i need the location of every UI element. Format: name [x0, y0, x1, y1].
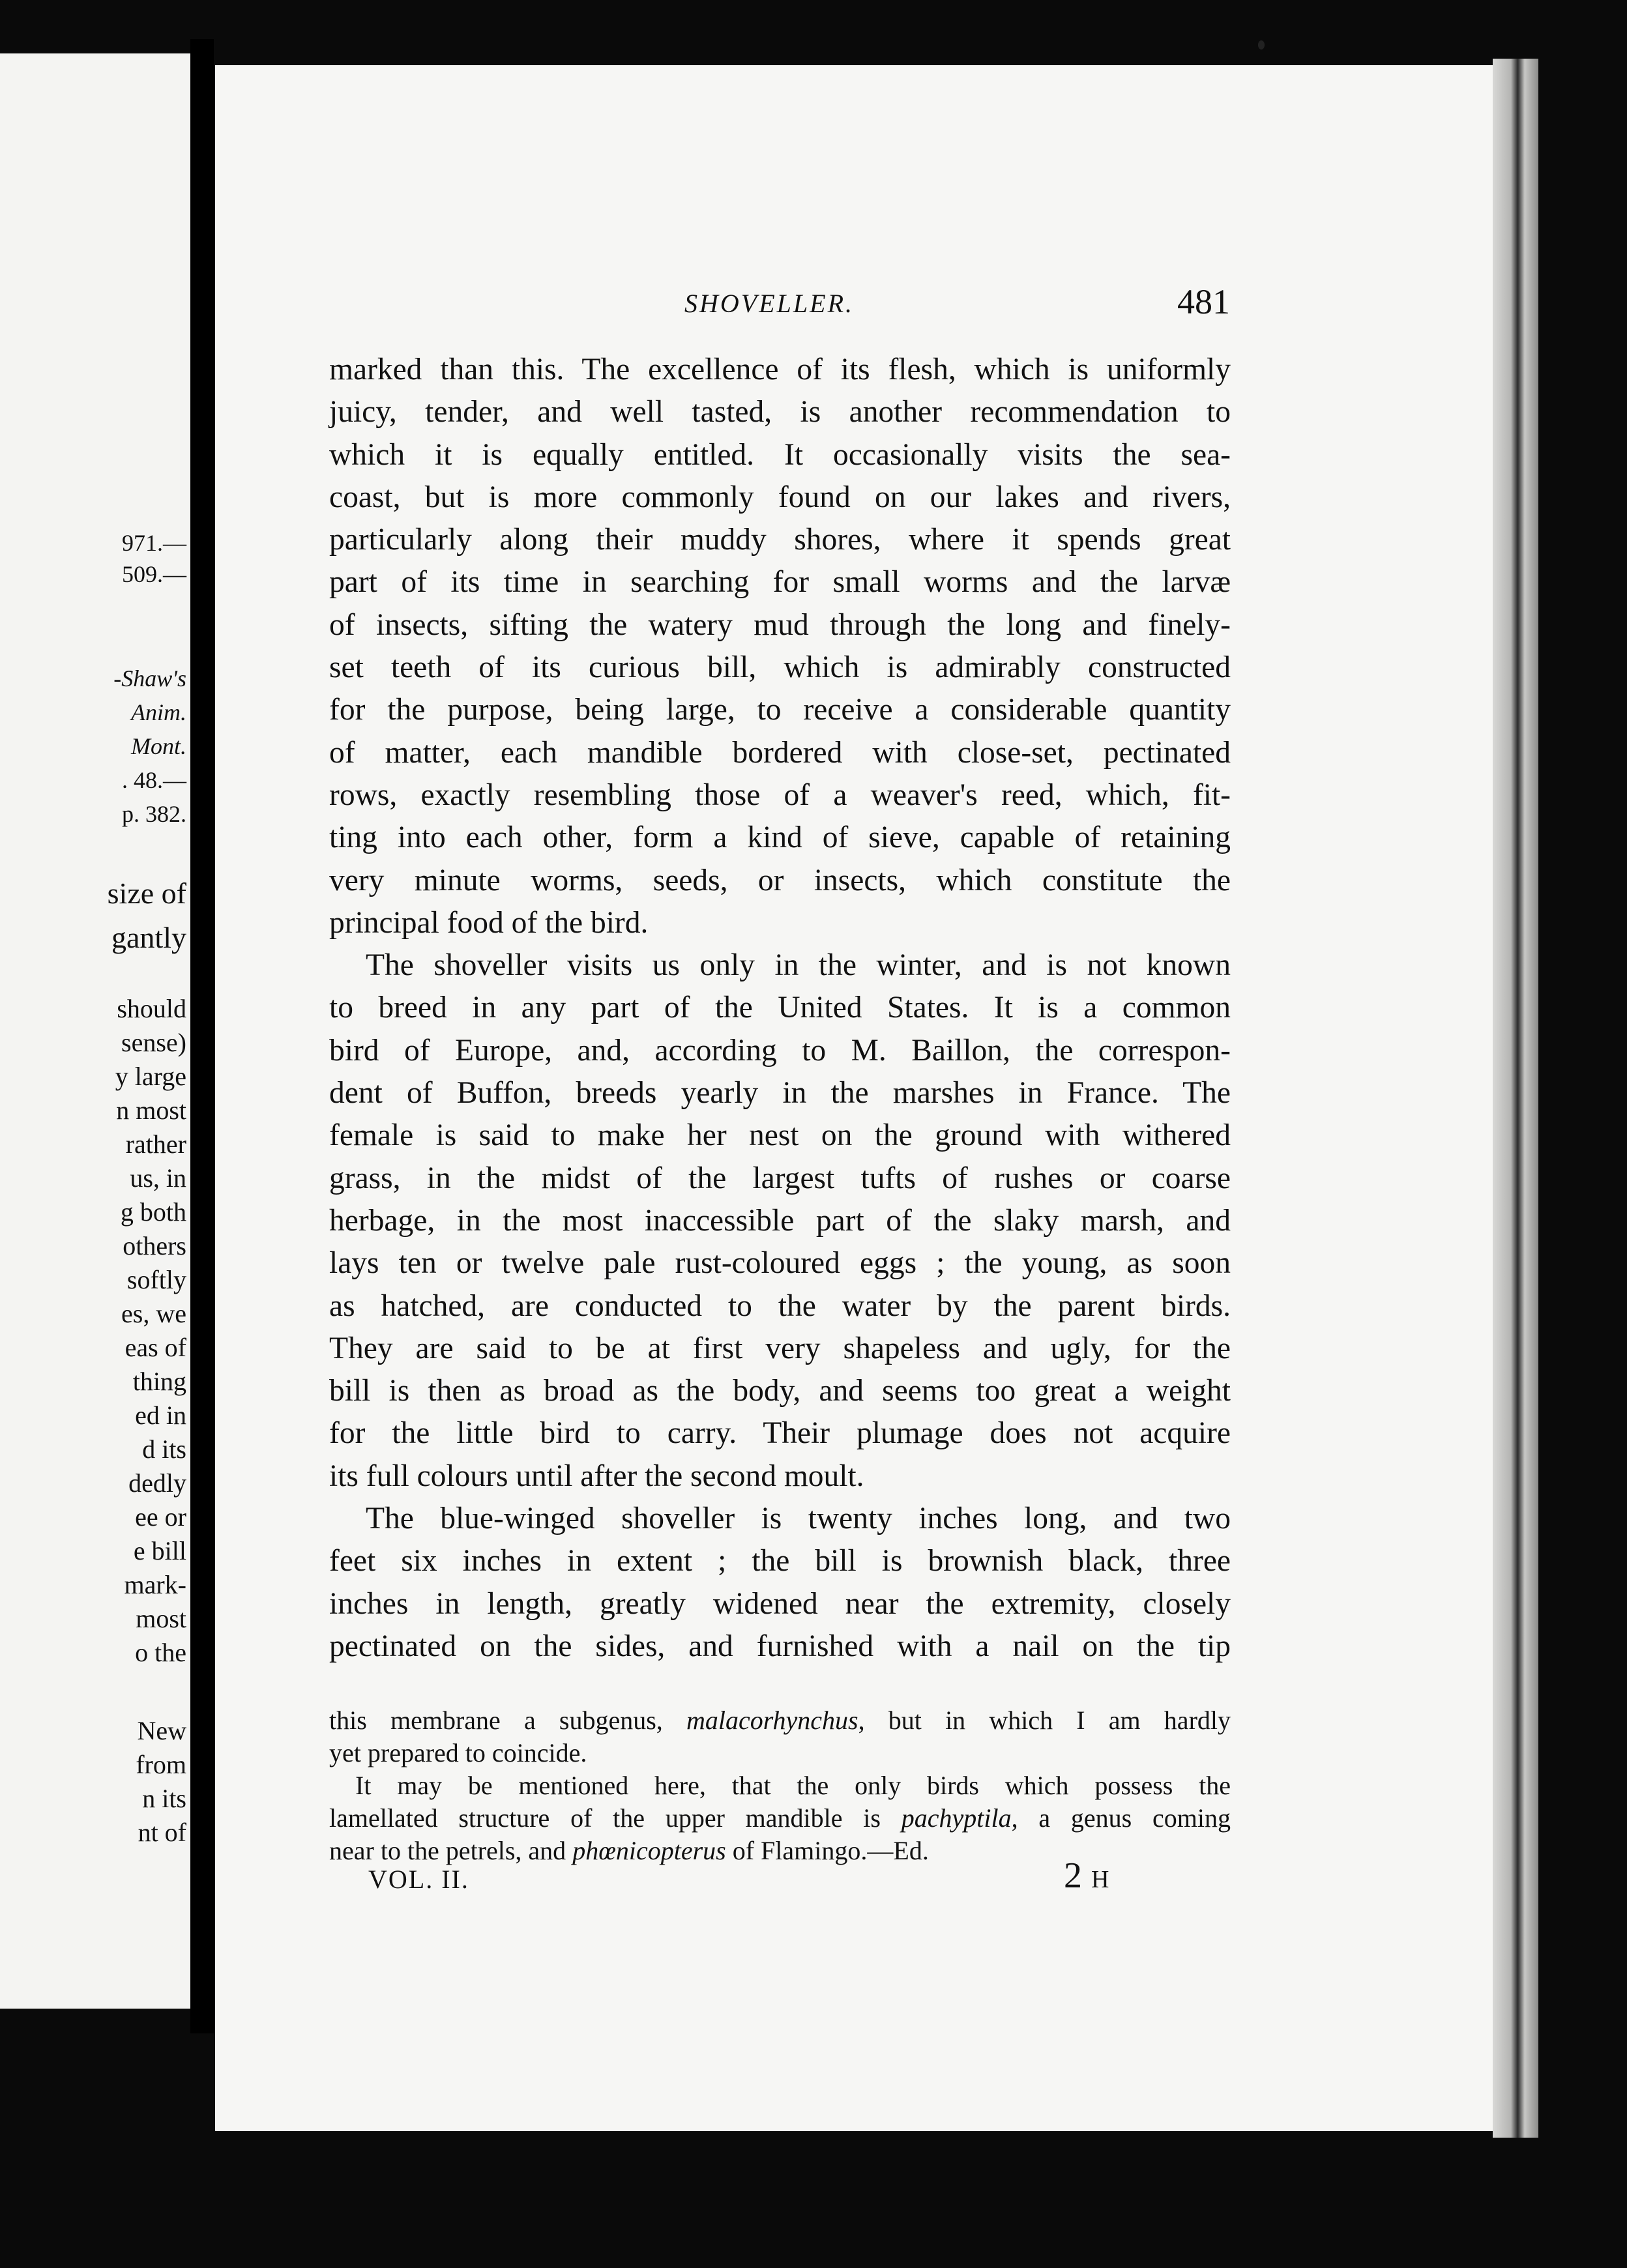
- footnote-line: yet prepared to coincide.: [329, 1738, 587, 1767]
- signature-mark: [1064, 1855, 1109, 1897]
- genus-name: pachyptila: [901, 1803, 1012, 1833]
- text-line: to breed in any part of the United States. It is a common: [329, 991, 1231, 1025]
- left-page-line: size of: [107, 877, 186, 910]
- text-line: principal food of the bird.: [329, 905, 649, 940]
- footnote-text: of Flamingo.—: [726, 1836, 894, 1865]
- left-page-line: -Shaw's: [113, 665, 186, 691]
- footnote-text: , but in which I am hardly: [858, 1706, 1231, 1735]
- left-page-line: ed in: [135, 1401, 186, 1430]
- text-line: juicy, tender, and well tasted, is another recommendation to: [329, 395, 1231, 429]
- page-stack-edge: [1493, 59, 1538, 2138]
- signature-line: [0, 1855, 1304, 1910]
- running-head: SHOVELLER.: [684, 289, 854, 318]
- left-page-line: 971.—: [122, 530, 186, 556]
- text-line: rows, exactly resembling those of a weaver's reed, which, fit-: [329, 778, 1231, 812]
- text-line: particularly along their muddy shores, where it spends great: [329, 523, 1231, 557]
- left-page-line: ee or: [135, 1502, 186, 1532]
- footnote-text: , a genus coming: [1011, 1803, 1231, 1833]
- text-line: dent of Buffon, breeds yearly in the marshes in France. The: [329, 1076, 1231, 1111]
- text-line: female is said to make her nest on the ground with withered: [329, 1118, 1231, 1153]
- signature-number: 2: [1064, 1855, 1082, 1896]
- footnote-text: lamellated structure of the upper mandible is: [329, 1803, 901, 1833]
- left-page-line: 509.—: [122, 561, 186, 587]
- left-page-line: y large: [115, 1062, 186, 1091]
- footnote-line: It may be mentioned here, that the only birds which possess the: [355, 1771, 1231, 1800]
- text-line: for the purpose, being large, to receive a considerable quantity: [329, 693, 1231, 727]
- text-line: bird of Europe, and, according to M. Baillon, the correspon-: [329, 1033, 1231, 1068]
- left-page-line: sense): [121, 1028, 186, 1057]
- book-gutter: [190, 39, 214, 2033]
- text-line: marked than this. The excellence of its flesh, which is uniformly: [329, 353, 1231, 386]
- left-page-line: e bill: [133, 1536, 186, 1565]
- left-page-line: nt of: [138, 1818, 186, 1847]
- left-page-line: . 48.—: [122, 767, 186, 793]
- signature-letter: H: [1091, 1866, 1109, 1893]
- left-page-line: most: [136, 1604, 186, 1633]
- left-page-line: o the: [135, 1638, 186, 1667]
- left-page-line: n most: [116, 1096, 186, 1125]
- left-page-line: Anim.: [131, 699, 186, 725]
- text-line: pectinated on the sides, and furnished with a nail on the tip: [329, 1629, 1231, 1663]
- body-text: [329, 349, 1231, 1668]
- left-page-line: us, in: [130, 1163, 186, 1193]
- paragraph-first-line: The shoveller visits us only in the winter, and is not known: [366, 948, 1231, 983]
- left-page-line: softly: [126, 1265, 186, 1294]
- text-line: for the little bird to carry. Their plumage does not acquire: [329, 1416, 1231, 1451]
- left-page-line: Mont.: [131, 733, 186, 759]
- text-line: its full colours until after the second moult.: [329, 1459, 864, 1493]
- page-header: [0, 282, 1304, 334]
- left-page-line: g both: [120, 1197, 186, 1227]
- volume-label: VOL. II.: [368, 1865, 469, 1894]
- text-line: lays ten or twelve pale rust-coloured eggs ; the young, as soon: [329, 1246, 1231, 1281]
- footnote-line: [329, 1802, 1231, 1835]
- text-line: very minute worms, seeds, or insects, which constitute the: [329, 863, 1231, 897]
- text-line: of matter, each mandible bordered with close-set, pectinated: [329, 735, 1231, 770]
- footnote-line: [329, 1704, 1231, 1737]
- text-line: coast, but is more commonly found on our lakes and rivers,: [329, 480, 1231, 514]
- footnote-text: near to the petrels, and: [329, 1836, 573, 1865]
- text-line: bill is then as broad as the body, and seems too great a weight: [329, 1374, 1231, 1408]
- text-line: grass, in the midst of the largest tufts of rushes or coarse: [329, 1161, 1231, 1195]
- left-page-line: thing: [132, 1367, 186, 1396]
- text-line: They are said to be at first very shapeless and ugly, for the: [329, 1331, 1231, 1365]
- page-number: 481: [1177, 282, 1230, 321]
- text-line: ting into each other, form a kind of sieve, capable of retaining: [329, 821, 1231, 855]
- left-page-line: es, we: [121, 1299, 186, 1328]
- genus-name: malacorhynchus: [686, 1706, 858, 1735]
- footnotes: [329, 1704, 1231, 1867]
- text-line: set teeth of its curious bill, which is admirably constructed: [329, 650, 1231, 685]
- editor-mark: Ed.: [893, 1836, 929, 1865]
- left-page-line: dedly: [128, 1468, 186, 1498]
- left-page-line: others: [123, 1231, 186, 1260]
- genus-name: phœnicopterus: [572, 1836, 726, 1865]
- left-page-line: d its: [142, 1434, 186, 1464]
- text-line: inches in length, greatly widened near the extremity, closely: [329, 1586, 1231, 1621]
- left-page-line: p. 382.: [122, 801, 186, 827]
- text-line: herbage, in the most inaccessible part of the slaky marsh, and: [329, 1203, 1231, 1238]
- left-page-line: New: [137, 1716, 186, 1745]
- text-line: as hatched, are conducted to the water by the parent birds.: [329, 1288, 1231, 1323]
- left-page-line: n its: [142, 1784, 186, 1813]
- left-page-line: rather: [125, 1129, 186, 1159]
- left-page-line: should: [117, 994, 186, 1023]
- footnote-text: this membrane a subgenus,: [329, 1706, 686, 1735]
- left-facing-page: [0, 53, 190, 2009]
- text-line: feet six inches in extent ; the bill is brownish black, three: [329, 1544, 1231, 1578]
- left-page-line: mark-: [124, 1570, 186, 1599]
- text-line: part of its time in searching for small worms and the larvæ: [329, 565, 1231, 600]
- left-page-line: eas of: [125, 1333, 186, 1362]
- left-page-line: gantly: [111, 921, 186, 954]
- paragraph-first-line: The blue-winged shoveller is twenty inches long, and two: [366, 1502, 1231, 1536]
- text-line: of insects, sifting the watery mud through the long and finely-: [329, 607, 1231, 642]
- ink-speck: [1258, 40, 1265, 50]
- text-line: which it is equally entitled. It occasionally visits the sea-: [329, 437, 1231, 472]
- left-page-line: from: [136, 1750, 186, 1779]
